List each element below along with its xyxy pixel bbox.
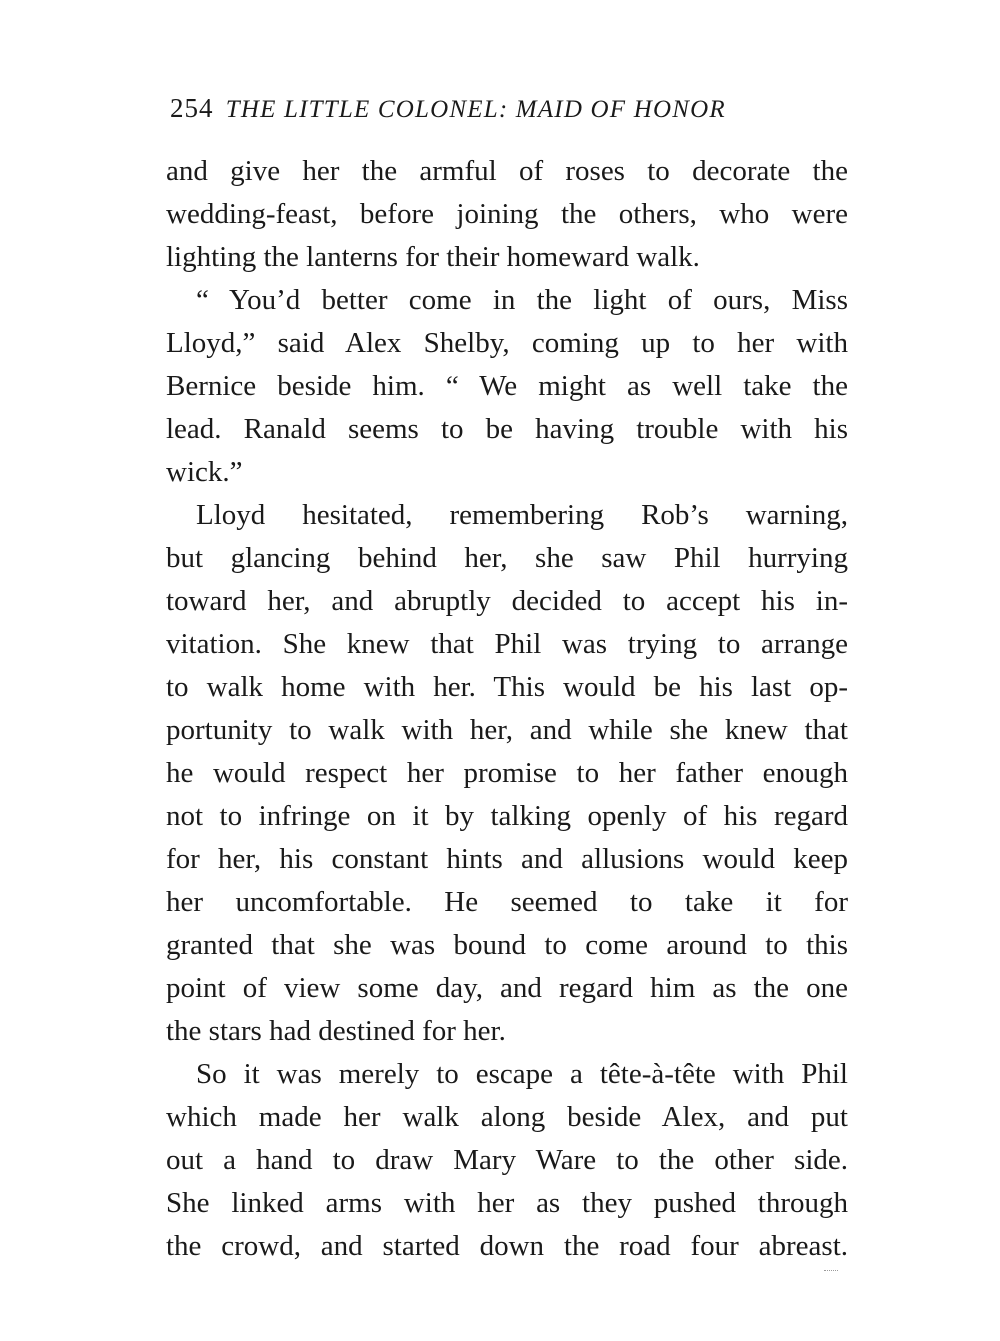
text-line: but glancing behind her, she saw Phil hurrying [166, 542, 848, 574]
text-line: for her, his constant hints and allusions would keep [166, 843, 848, 875]
text-line: toward her, and abruptly decided to accept his in- [166, 585, 848, 617]
running-title: THE LITTLE COLONEL: MAID OF HONOR [225, 96, 726, 123]
text-line: Lloyd,” said Alex Shelby, coming up to her with [166, 327, 848, 359]
text-line: portunity to walk with her, and while she knew that [166, 714, 848, 746]
text-line: the stars had destined for her. [166, 1015, 506, 1047]
text-line: the crowd, and started down the road four abreast. [166, 1230, 848, 1262]
text-line: wick.” [166, 456, 243, 488]
text-line: She linked arms with her as they pushed through [166, 1187, 848, 1219]
text-line: lighting the lanterns for their homeward walk. [166, 241, 700, 273]
text-line: granted that she was bound to come around to this [166, 929, 848, 961]
text-line: Bernice beside him. “ We might as well take the [166, 370, 848, 402]
text-line: wedding-feast, before joining the others, who were [166, 198, 848, 230]
text-line: Lloyd hesitated, remembering Rob’s warning, [196, 499, 848, 531]
text-line: which made her walk along beside Alex, and put [166, 1101, 848, 1133]
text-line: out a hand to draw Mary Ware to the other side. [166, 1144, 848, 1176]
print-speck [824, 1270, 838, 1273]
text-line: not to infringe on it by talking openly of his regard [166, 800, 848, 832]
text-line: vitation. She knew that Phil was trying to arrange [166, 628, 848, 660]
text-line: point of view some day, and regard him as the one [166, 972, 848, 1004]
paragraph-2 [166, 279, 848, 494]
text-line: lead. Ranald seems to be having trouble with his [166, 413, 848, 445]
paragraph-3 [166, 494, 848, 1053]
text-line: her uncomfortable. He seemed to take it for [166, 886, 848, 918]
page-number: 254 [170, 93, 214, 123]
text-line: So it was merely to escape a tête-à-tête with Phil [196, 1058, 848, 1090]
text-line: to walk home with her. This would be his last op- [166, 671, 848, 703]
running-head [170, 88, 850, 128]
text-line: and give her the armful of roses to decorate the [166, 155, 848, 187]
paragraph-4 [166, 1053, 848, 1268]
text-line: he would respect her promise to her father enough [166, 757, 848, 789]
text-line: “ You’d better come in the light of ours, Miss [196, 284, 848, 316]
body-text [166, 150, 848, 1268]
paragraph-1 [166, 150, 848, 279]
